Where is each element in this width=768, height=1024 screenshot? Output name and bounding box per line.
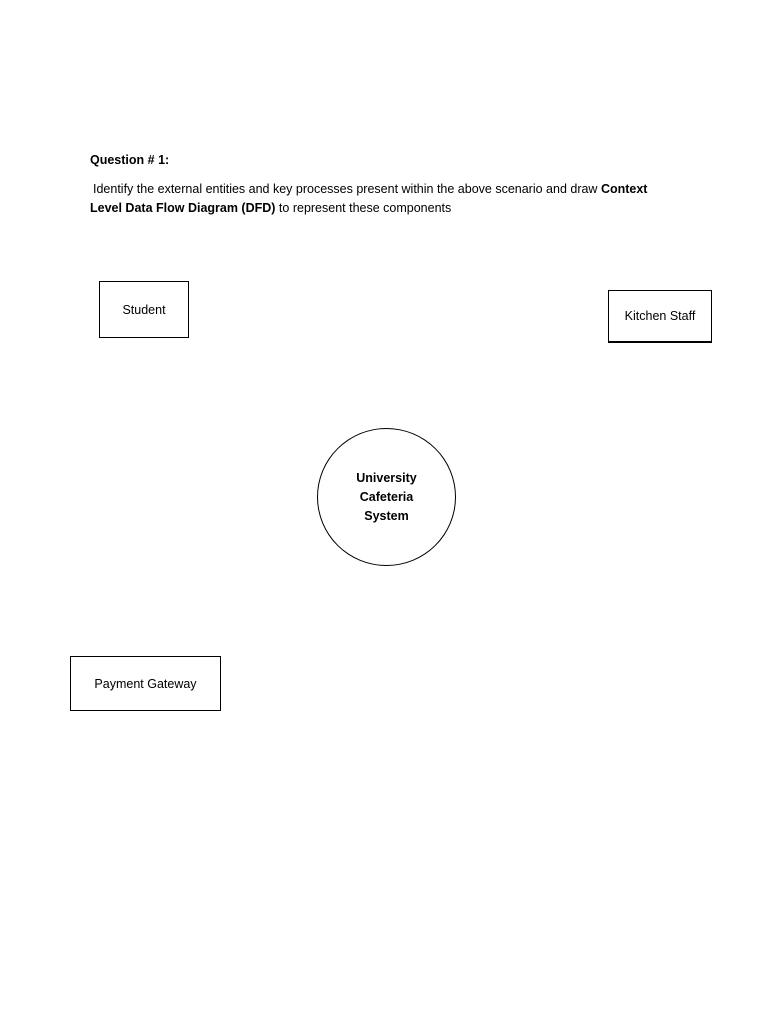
process-label-line-2: Cafeteria — [359, 489, 414, 504]
question-instructions-lead: Identify the external entities and key processes present within the above scenario and draw — [93, 182, 601, 196]
entity-student — [99, 281, 189, 338]
entity-kitchen-staff-label: Kitchen Staff — [624, 309, 696, 323]
process-university-cafeteria-system — [317, 428, 456, 566]
question-instructions — [90, 180, 680, 218]
entity-kitchen-staff — [608, 290, 712, 343]
process-label-line-1: University — [356, 470, 417, 485]
question-heading: Question # 1: — [90, 153, 170, 167]
question-instructions-tail: to represent these components — [275, 201, 452, 215]
question-instructions-emphasis: Context Level Data Flow Diagram (DFD) — [90, 182, 648, 215]
entity-payment-gateway — [70, 656, 221, 711]
entity-payment-gateway-label: Payment Gateway — [94, 676, 197, 691]
entity-student-label: Student — [122, 302, 166, 317]
process-label-line-3: System — [364, 508, 409, 523]
process-label — [356, 469, 416, 526]
